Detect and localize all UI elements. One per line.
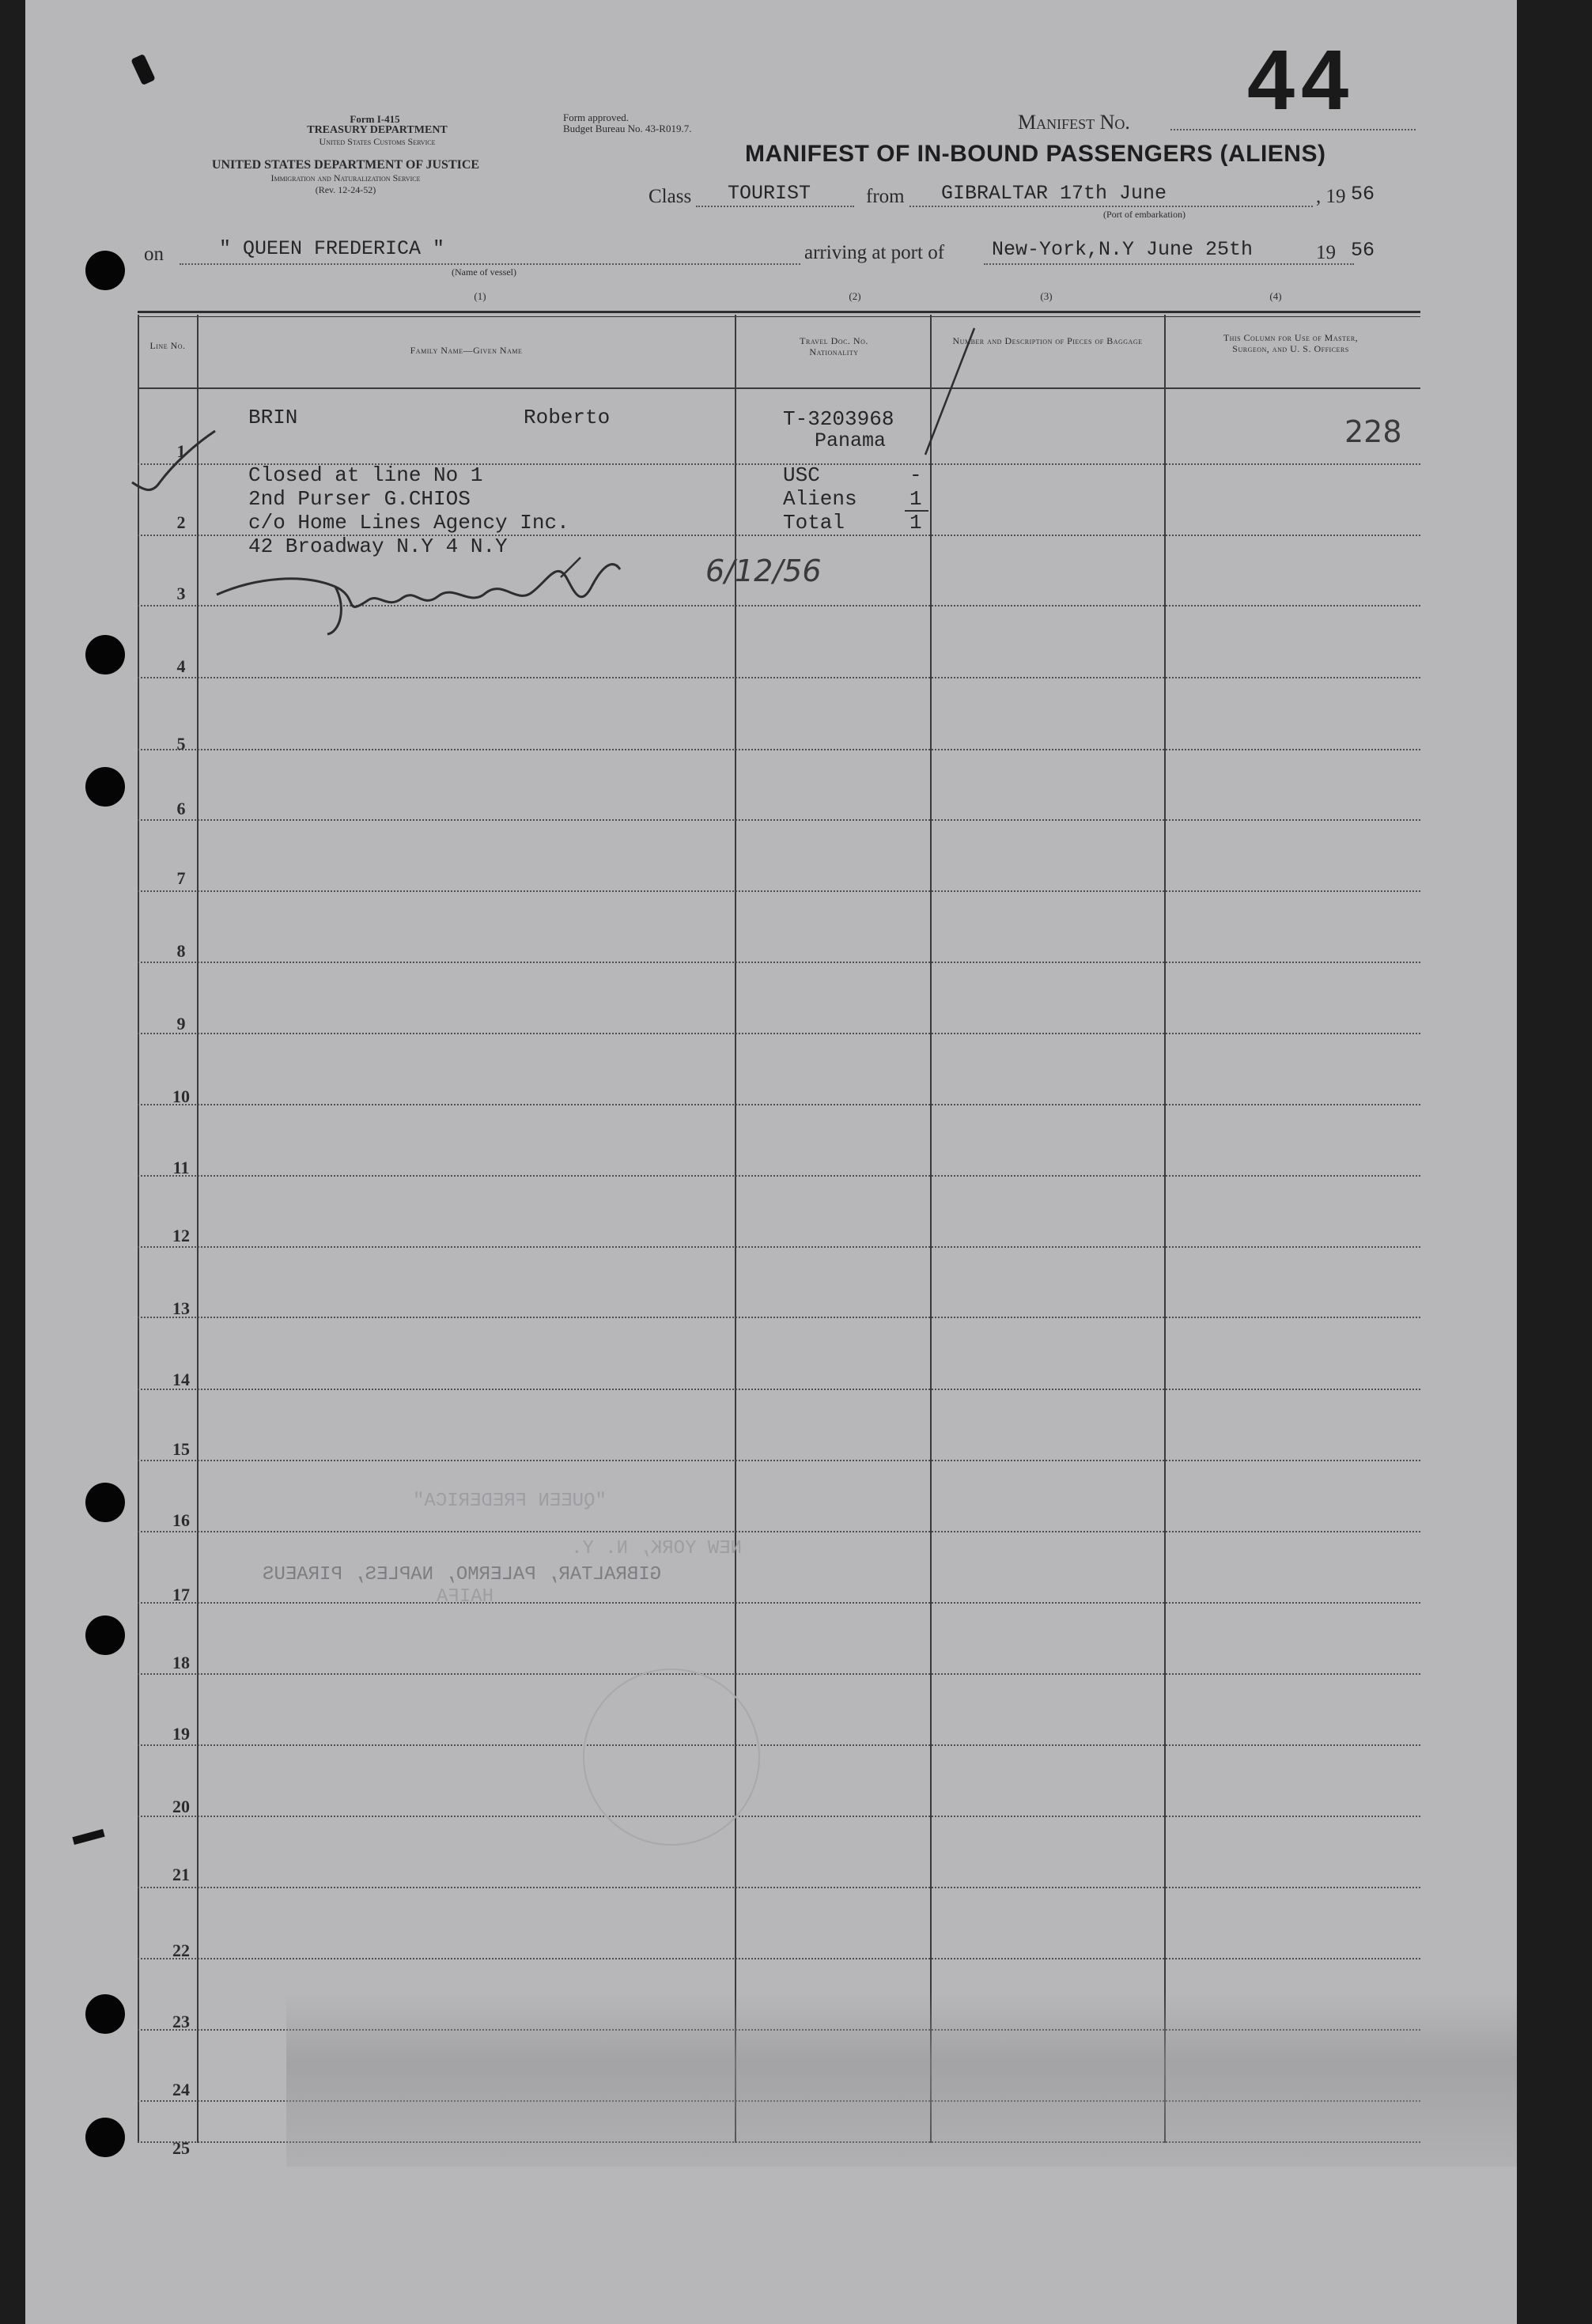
- row-number: 10: [172, 1086, 190, 1106]
- port-caption: (Port of embarkation): [1103, 209, 1185, 220]
- row-line: [138, 1958, 1420, 1959]
- closing-line-3: c/o Home Lines Agency Inc.: [248, 511, 569, 535]
- punch-hole: [85, 251, 125, 290]
- row-line: [138, 1531, 1420, 1532]
- budget-bureau: Budget Bureau No. 43-R019.7.: [563, 123, 692, 134]
- usc-label: USC: [783, 463, 820, 487]
- nationality: Panama: [815, 429, 887, 452]
- arrival-year-prefix: 19: [1316, 242, 1336, 263]
- row-line: [138, 819, 1420, 821]
- row-number: 7: [176, 868, 186, 888]
- stray-mark: [72, 1829, 104, 1845]
- row-line: [138, 962, 1420, 963]
- closing-line-1: Closed at line No 1: [248, 463, 483, 487]
- punch-hole: [85, 1994, 125, 2034]
- row-line: [138, 1673, 1420, 1675]
- arrival-value: New-York,N.Y June 25th: [992, 238, 1254, 261]
- officer-note: 228: [1344, 414, 1402, 449]
- from-label: from: [866, 186, 905, 207]
- travel-doc-header: Travel Doc. No. Nationality: [800, 335, 868, 357]
- row-number: 24: [172, 2080, 190, 2099]
- manifest-title: MANIFEST OF IN-BOUND PASSENGERS (ALIENS): [745, 141, 1326, 167]
- row-number: 8: [176, 941, 186, 961]
- row-line: [138, 890, 1420, 892]
- from-field: [909, 206, 1313, 207]
- class-field: [696, 206, 854, 207]
- form-approved: Form approved.: [563, 111, 630, 123]
- bottom-shading: [286, 1993, 1517, 2167]
- travel-doc-number: T-3203968: [783, 407, 894, 431]
- baggage-header: Number and Description of Pieces of Baggage: [952, 335, 1143, 346]
- row-line: [138, 677, 1420, 678]
- row-number: 22: [172, 1940, 190, 1960]
- year-prefix: , 19: [1316, 186, 1346, 207]
- row-line: [138, 1460, 1420, 1461]
- stray-mark: [130, 54, 156, 85]
- punch-hole: [85, 1615, 125, 1655]
- row-number: 13: [172, 1298, 190, 1318]
- offset-stamp-line-2: NEW YORK, N. Y.: [571, 1538, 743, 1559]
- line-no-header: Line No.: [149, 340, 186, 351]
- header-bottom-rule: [138, 387, 1420, 389]
- column-number-4: (4): [1269, 290, 1282, 302]
- row-number: 6: [176, 799, 186, 818]
- arriving-label: arriving at port of: [804, 242, 945, 263]
- revision: (Rev. 12-24-52): [315, 184, 376, 195]
- total-value: 1: [909, 511, 922, 535]
- year-value: 56: [1351, 183, 1375, 206]
- officers-header: This Column for Use of Master, Surgeon, and U. S. Officers: [1223, 332, 1359, 354]
- family-name: BRIN: [248, 406, 298, 429]
- class-label: Class: [649, 186, 692, 207]
- customs-service: United States Customs Service: [319, 136, 436, 147]
- table-top-rule-2: [138, 316, 1420, 317]
- offset-stamp-line-3: GIBRALTAR, PALERMO, NAPLES, PIRAEUS: [263, 1564, 662, 1585]
- faded-seal: [583, 1668, 760, 1846]
- vessel-name: " QUEEN FREDERICA ": [219, 237, 445, 260]
- row-line: [138, 1816, 1420, 1817]
- table-border-left: [138, 315, 139, 2143]
- from-value: GIBRALTAR 17th June: [941, 182, 1167, 205]
- travel-doc-divider: [930, 315, 932, 2143]
- offset-stamp-line-1: "QUEEN FREDERICA": [413, 1491, 607, 1512]
- tick-mark-doc: [919, 324, 982, 459]
- row-number: 19: [172, 1724, 190, 1744]
- row-number: 2: [176, 512, 186, 532]
- signature-date: 6/12/56: [705, 554, 822, 588]
- tick-mark-left: [128, 427, 223, 498]
- row-number: 12: [172, 1226, 190, 1245]
- page-number: 44: [1247, 32, 1356, 127]
- name-header: Family Name—Given Name: [410, 345, 523, 356]
- row-number: 16: [172, 1510, 190, 1530]
- row-line: [138, 1389, 1420, 1390]
- total-label: Total: [783, 511, 845, 535]
- usc-value: -: [909, 463, 922, 487]
- row-number: 17: [172, 1585, 190, 1604]
- row-number: 20: [172, 1797, 190, 1816]
- total-rule: [905, 510, 928, 512]
- row-number: 11: [172, 1158, 190, 1177]
- given-name: Roberto: [524, 406, 611, 429]
- row-number: 23: [172, 2012, 190, 2031]
- row-number: 1: [176, 441, 186, 461]
- row-line: [138, 1602, 1420, 1604]
- arrival-year-value: 56: [1351, 239, 1375, 262]
- arrival-field: [984, 263, 1354, 265]
- punch-hole: [85, 635, 125, 675]
- punch-hole: [85, 767, 125, 807]
- row-line: [138, 1317, 1420, 1318]
- row-number: 5: [176, 734, 186, 754]
- row-line: [138, 749, 1420, 750]
- row-line: [138, 1887, 1420, 1888]
- on-label: on: [144, 244, 164, 265]
- row-number: 9: [176, 1014, 186, 1034]
- row-number: 4: [176, 656, 186, 676]
- row-line: [138, 1175, 1420, 1177]
- row-number: 21: [172, 1865, 190, 1884]
- class-value: TOURIST: [728, 182, 811, 205]
- punch-hole: [85, 1483, 125, 1522]
- closing-line-2: 2nd Purser G.CHIOS: [248, 487, 471, 511]
- punch-hole: [85, 2118, 125, 2157]
- row-number: 14: [172, 1370, 190, 1389]
- column-number-3: (3): [1040, 290, 1053, 302]
- baggage-divider: [1164, 315, 1166, 2143]
- table-top-rule: [138, 311, 1420, 313]
- form-number: Form I-415: [350, 113, 400, 125]
- vessel-caption: (Name of vessel): [452, 266, 516, 278]
- closing-line-4: 42 Broadway N.Y 4 N.Y: [248, 535, 508, 558]
- manifest-no-field: [1170, 129, 1416, 130]
- row-line: [138, 1246, 1420, 1248]
- column-number-2: (2): [849, 290, 861, 302]
- manifest-sheet: [25, 0, 1517, 2324]
- offset-stamp-line-4: HAIFA: [437, 1586, 494, 1608]
- row-number: 15: [172, 1439, 190, 1459]
- row-number: 3: [176, 584, 186, 603]
- column-number-1: (1): [474, 290, 486, 302]
- row-line: [138, 1744, 1420, 1746]
- row-number: 18: [172, 1653, 190, 1672]
- row-line: [138, 1033, 1420, 1034]
- aliens-label: Aliens: [783, 487, 857, 511]
- ins-line: Immigration and Naturalization Service: [270, 172, 421, 183]
- treasury-department: TREASURY DEPARTMENT: [307, 124, 448, 136]
- doj-line: UNITED STATES DEPARTMENT OF JUSTICE: [211, 158, 480, 172]
- aliens-value: 1: [909, 487, 922, 511]
- manifest-no-label: Manifest No.: [1018, 111, 1130, 134]
- vessel-field: [180, 263, 800, 265]
- row-line: [138, 1104, 1420, 1105]
- row-number: 25: [172, 2138, 190, 2158]
